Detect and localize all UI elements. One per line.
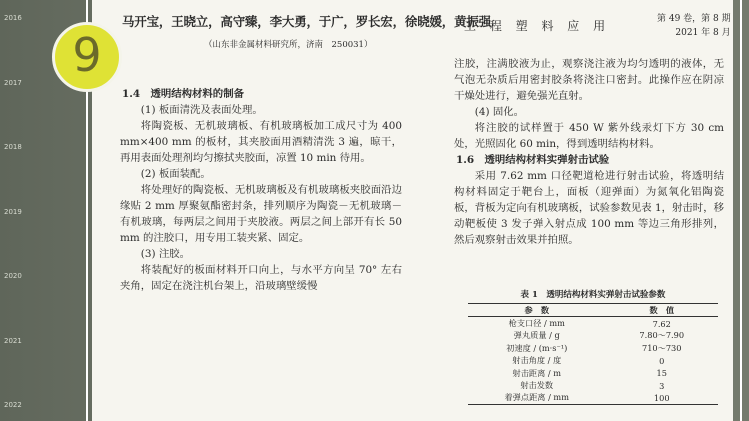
document-page xyxy=(92,0,733,421)
issue-volume: 第 49 卷，第 8 期 xyxy=(657,14,731,24)
journal-title: 工 程 塑 料 应 用 xyxy=(464,19,611,33)
table-cell-param: 射击发数 xyxy=(520,380,554,391)
timeline-year: 2020 xyxy=(4,272,22,280)
table-cell-param: 射击距离 / m xyxy=(512,367,561,378)
table-header-value: 数 值 xyxy=(649,304,675,315)
paragraph: (2) 板面装配。 xyxy=(140,168,211,180)
table-row xyxy=(468,379,718,391)
issue-info xyxy=(657,12,731,40)
timeline-year: 2016 xyxy=(4,14,22,22)
table-cell-value: 7.80～7.90 xyxy=(639,330,685,341)
table-cell-param: 初速度 / (m·s⁻¹) xyxy=(506,342,568,353)
table-header-param: 参 数 xyxy=(524,304,550,315)
timeline-year: 2018 xyxy=(4,143,22,151)
table-cell-value: 710～730 xyxy=(642,342,682,353)
table-row xyxy=(468,330,718,342)
paragraph: 将处理好的陶瓷板、无机玻璃板及有机玻璃板夹胶面沿边缘贴 2 mm 厚聚氨酯密封条，排列顺序为陶瓷－无机玻璃－有机玻璃，每两层之间用于夹胶液。两层之间上部开有长 50 mm 的注胶口，用专用工装夹紧、固定。 xyxy=(120,184,402,244)
table-cell-param: 枪支口径 / mm xyxy=(508,318,565,329)
paragraph: 注胶，注满胶液为止，观察浇注液为均匀透明的液体，无气泡无杂质后用密封胶条将浇注口密封。此操作应在阴凉干燥处进行，避免强光直射。 xyxy=(454,58,724,102)
institution: （山东非金属材料研究所，济南 250031） xyxy=(204,40,373,50)
table-cell-value: 7.62 xyxy=(652,318,671,329)
table-cell-value: 0 xyxy=(659,355,665,366)
paragraph: 采用 7.62 mm 口径靶道枪进行射击试验，将透明结构材料固定于靶台上，面板（迎弹面）为氮氧化铝陶瓷板，背板为定向有机玻璃板，试验参数见表 1，射击时，移动靶板使 3 发子弹入射点成 100 mm 等边三角形排列，然后观察射击效果并拍照。 xyxy=(454,170,724,246)
timeline-year: 2019 xyxy=(4,207,22,216)
paragraph: (1) 板面清洗及表面处理。 xyxy=(140,104,263,116)
table-cell-param: 弹丸质量 / g xyxy=(513,330,560,341)
table-row xyxy=(468,392,718,405)
timeline-year: 2021 xyxy=(4,336,22,345)
table-row xyxy=(468,317,718,330)
right-column xyxy=(454,56,724,248)
timeline-year: 2022 xyxy=(4,401,22,409)
table-row xyxy=(468,355,718,367)
table-cell-param: 着弹点距离 / mm xyxy=(504,392,569,403)
table-cell-value: 15 xyxy=(656,368,667,379)
params-table xyxy=(468,288,718,405)
left-column xyxy=(120,86,402,294)
paragraph: 将装配好的板面材料开口向上，与水平方向呈 70° 左右夹角，固定在浇注机台架上，沿玻璃壁缓慢 xyxy=(120,264,402,292)
issue-date: 2021 年 8 月 xyxy=(675,28,731,38)
table-row xyxy=(468,342,718,354)
paragraph: (4) 固化。 xyxy=(474,106,524,118)
slide-number-badge xyxy=(52,22,122,92)
table-row xyxy=(468,367,718,379)
table-caption: 表 1 透明结构材料实弹射击试验参数 xyxy=(520,290,666,300)
section-heading: 1.4 透明结构材料的制备 xyxy=(122,88,244,100)
paragraph: 将陶瓷板、无机玻璃板、有机玻璃板加工成尺寸为 400 mm×400 mm 的板材，其夹胶面用酒精清洗 3 遍，晾干，再用表面处理剂均匀擦拭夹胶面，凉置 10 min 待用。 xyxy=(120,120,402,164)
table-cell-value: 3 xyxy=(659,380,665,391)
timeline-year: 2017 xyxy=(4,78,22,87)
right-stripe xyxy=(740,0,742,421)
paragraph: (3) 注胶。 xyxy=(140,248,190,260)
table-cell-value: 100 xyxy=(653,392,670,403)
section-heading: 1.6 透明结构材料实弹射击试验 xyxy=(456,154,610,166)
paragraph: 将注胶的试样置于 450 W 紫外线汞灯下方 30 cm 处，光照固化 60 min，得到透明结构材料。 xyxy=(454,122,724,150)
authors: 马开宝，王晓立，高守臻，李大勇，于广，罗长宏，徐晓媛，黄振强 xyxy=(122,14,492,29)
table-cell-param: 射击角度 / 度 xyxy=(512,355,562,366)
slide-number: 9 xyxy=(72,28,102,82)
